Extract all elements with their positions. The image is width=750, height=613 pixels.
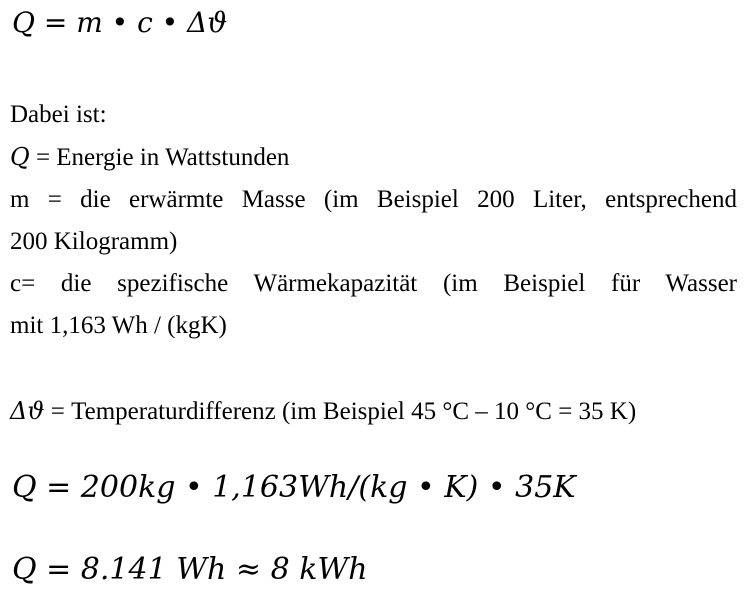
delta-definition-text: = Temperaturdifferenz (im Beispiel 45 °C – 10 °C = 35 K) — [44, 398, 637, 425]
result-formula: Q = 8.141 Wh ≈ 8 kWh — [12, 552, 368, 587]
main-formula: Q = m • c • Δϑ — [12, 6, 228, 39]
definition-c-line-2: mit 1,163 Wh / (kgK) — [10, 312, 227, 339]
definition-q — [10, 136, 737, 179]
definition-delta — [10, 390, 636, 433]
q-symbol: Q — [10, 143, 30, 171]
definition-m-line-1: m = die erwärmte Masse (im Beispiel 200 Liter, entsprechend — [10, 186, 737, 213]
calculation-formula: Q = 200kg • 1,163Wh/(kg • K) • 35K — [12, 470, 576, 505]
definition-m-line-2: 200 Kilogramm) — [10, 228, 178, 255]
definitions-block — [10, 94, 737, 347]
intro-label: Dabei ist: — [10, 101, 107, 128]
q-definition-text: = Energie in Wattstunden — [29, 144, 290, 171]
definition-c-line-1: c= die spezifische Wärmekapazität (im Beispiel für Wasser — [10, 270, 737, 297]
delta-symbol: Δϑ — [10, 397, 45, 425]
